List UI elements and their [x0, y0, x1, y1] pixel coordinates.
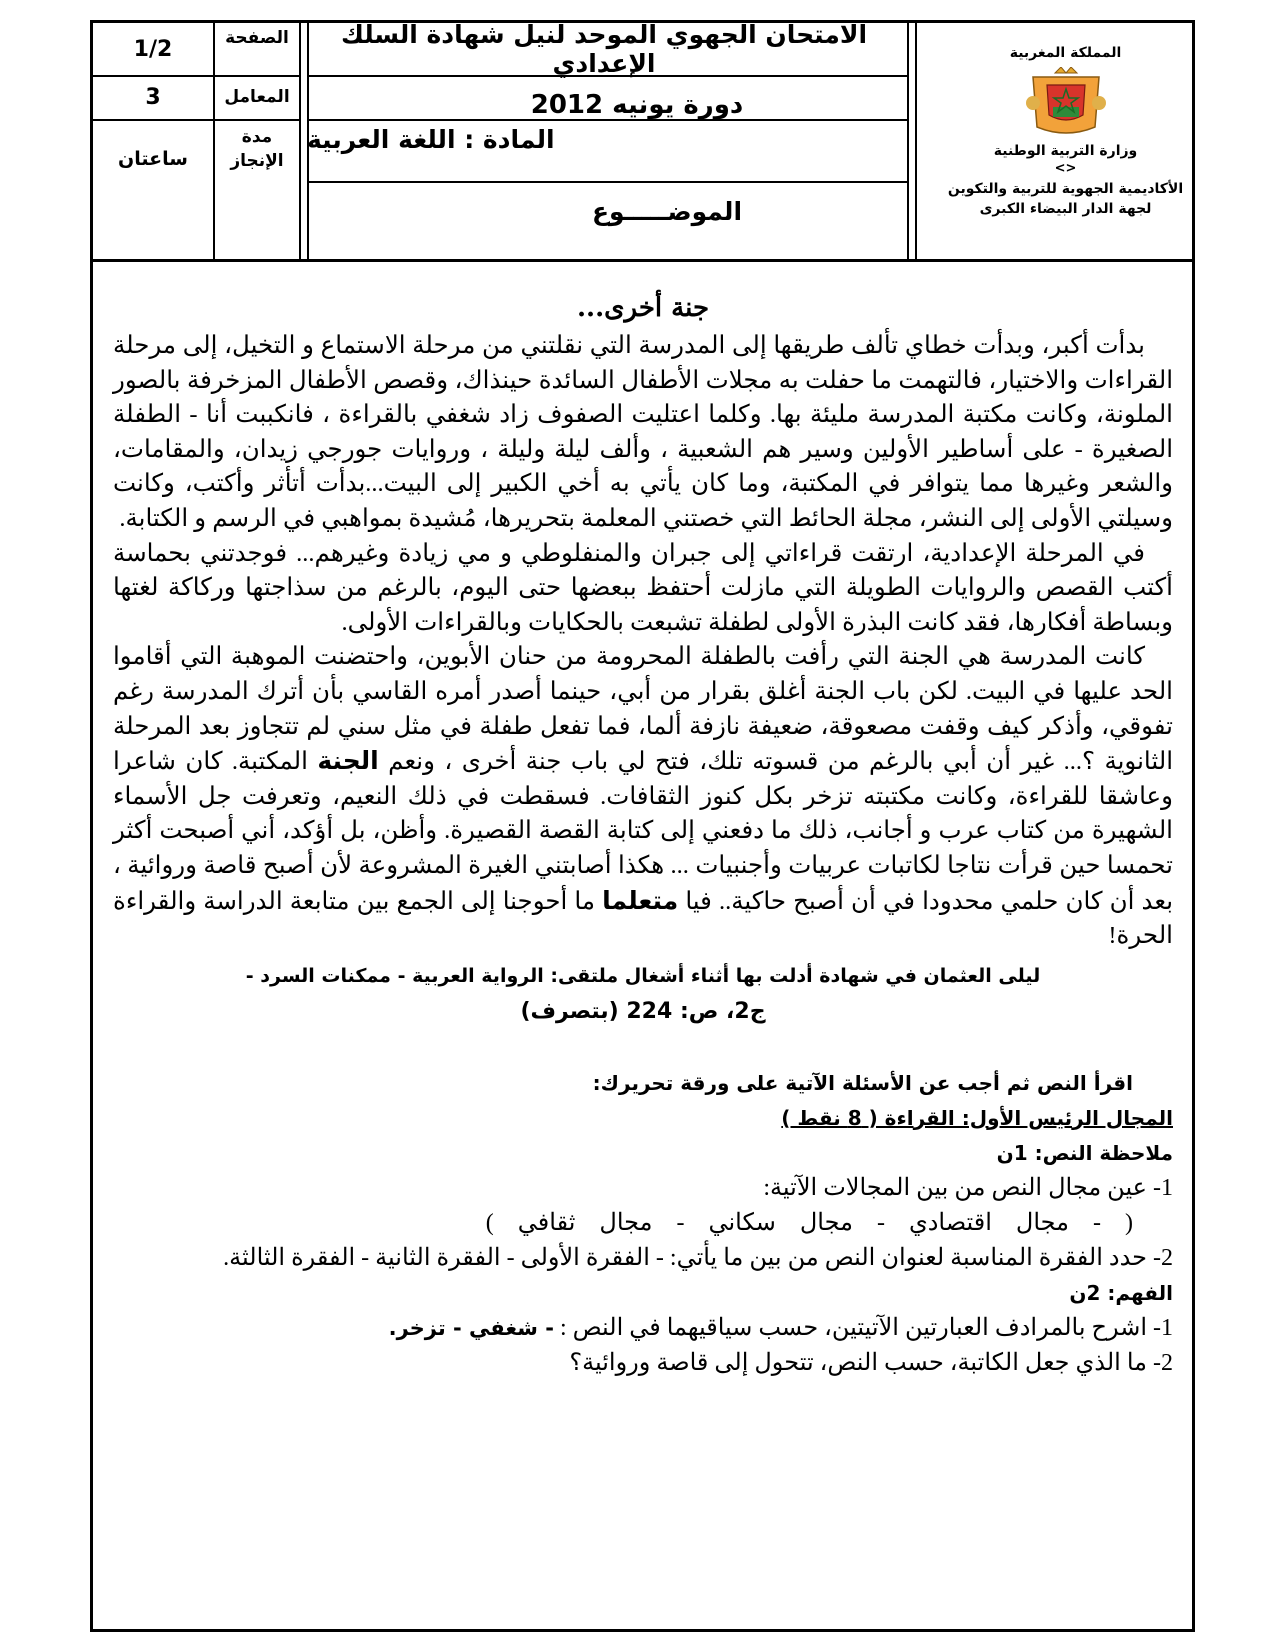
exam-subject: المادة : اللغة العربية — [307, 124, 555, 154]
coefficient-label: المعامل — [224, 87, 290, 107]
question-4: 2- ما الذي جعل الكاتبة، حسب النص، تتحول إلى قاصة وروائية؟ — [569, 1349, 1173, 1376]
coefficient-value: 3 — [145, 84, 161, 110]
question-3 — [113, 1311, 1173, 1346]
exam-body — [113, 293, 1173, 1381]
institution-block — [939, 23, 1192, 259]
header-divider — [299, 23, 301, 259]
header-divider — [907, 23, 909, 259]
header-divider — [213, 23, 215, 259]
question-1-options: ( - مجال اقتصادي - مجال سكاني - مجال ثقافي ) — [485, 1209, 1133, 1236]
divider-mark: <> — [1054, 161, 1077, 176]
exam-topic: الموضـــــوع — [591, 196, 743, 226]
domain-title-text: المجال الرئيس الأول: القراءة ( 8 نقط ) — [781, 1105, 1173, 1130]
region-label: لجهة الدار البيضاء الكبرى — [979, 201, 1152, 217]
royal-emblem-icon — [1025, 67, 1107, 139]
instruction: اقرأ النص ثم أجب عن الأسئلة الآتية على ورقة تحريرك: — [592, 1070, 1133, 1095]
emphasis-learner: متعلما — [602, 885, 679, 915]
question-3-words: - شغفي - تزخر. — [388, 1315, 554, 1340]
page-label: الصفحة — [225, 28, 289, 48]
comprehension-title: الفهم: 2ن — [1069, 1280, 1173, 1305]
paragraph-3-part-3: ما أحوجنا إلى الجمع بين متابعة الدراسة والقراءة الحرة! — [113, 887, 1173, 950]
exam-session: دورة يونيه 2012 — [530, 90, 744, 120]
exam-title: الامتحان الجهوي الموحد لنيل شهادة السلك الإعدادي — [340, 20, 868, 78]
ministry-label: وزارة التربية الوطنية — [993, 143, 1138, 159]
kingdom-label: المملكة المغربية — [1009, 45, 1122, 61]
header-divider — [915, 23, 917, 259]
paragraph-1: بدأت أكبر، وبدأت خطاي تألف طريقها إلى المدرسة التي نقلتني من مرحلة الاستماع و التخيل، إلى مرحلة القراءات والاختيار، فالتهمت ما حفلت به مجلات الأطفال السائدة حينذاك، وقصص الأطفال المزخرفة بالصور الملونة، وكانت مكتبة المدرسة مليئة بها. وكلما اعتليت الصفوف زاد شغفي بالقراءة ، فانكببت أنا - الطفلة الصغيرة - على أساطير الأولين وسير هم الشعبية ، وألف ليلة وليلة ، وروايات جورجي زيدان، والمقامات، والشعر وغيرها مما يتوافر في المكتبة، وما كان يأتي به أخي الكبير إلى البيت...بدأت أتأثر وأكتب، وكانت وسيلتي الأولى إلى النشر، مجلة الحائط التي خصتني المعلمة بتحريرها، مُشيدة بمواهبي في الرسم و الكتابة. — [113, 332, 1173, 532]
academy-label: الأكاديمية الجهوية للتربية والتكوين — [947, 181, 1184, 197]
text-title: جنة أخرى... — [576, 293, 710, 323]
duration-value: ساعتان — [118, 148, 188, 170]
observation-title: ملاحظة النص: 1ن — [996, 1140, 1173, 1165]
domain-title — [113, 1101, 1173, 1136]
paragraph-3-part-2: المكتبة. كان شاعرا وعاشقا للقراءة، وكانت مكتبته تزخر بكل كنوز الثقافات. فسقطت في ذلك النعيم، وتعرفت جل الأسماء الشهيرة من كتاب عرب و أجانب، ذلك ما دفعني إلى كتابة القصة القصيرة. وأظن، بل أؤكد، أني أصبحت أكثر تحمسا حين قرأت نتاجا لكاتبات عربيات وأجنبيات ... هكذا أصابتني الغيرة المشروعة لأن أصبح قاصة وروائية ، بعد أن كان حلمي محدودا في أن أصبح حاكية.. فيا — [113, 748, 1174, 915]
emphasis-jannah: الجنة — [317, 746, 379, 776]
question-1: 1- عين مجال النص من بين المجالات الآتية: — [763, 1174, 1173, 1201]
source-line-2: ج2، ص: 224 (بتصرف) — [520, 998, 766, 1024]
paragraph-3 — [113, 640, 1173, 953]
exam-header — [93, 20, 1192, 262]
question-3-text: 1- اشرح بالمرادف العبارتين الآتيتين، حسب سياقيهما في النص : — [559, 1314, 1173, 1341]
question-2: 2- حدد الفقرة المناسبة لعنوان النص من بين ما يأتي: - الفقرة الأولى - الفقرة الثانية - الفقرة الثالثة. — [223, 1244, 1173, 1271]
page-number: 1/2 — [133, 36, 173, 62]
paragraph-2: في المرحلة الإعدادية، ارتقت قراءاتي إلى جبران والمنفلوطي و مي زيادة وغيرهم... فوجدتني بحماسة أكتب القصص والروايات الطويلة التي مازلت أحتفظ ببعضها حتى اليوم، بالرغم من سذاجتها وركاكة لغتها وبساطة أفكارها، فقد كانت البذرة الأولى لطفلة تشبعت بالحكايات وبالقراءات الأولى. — [113, 539, 1173, 636]
duration-label: مدة الإنجاز — [230, 127, 284, 171]
source-line-1: ليلى العثمان في شهادة أدلت بها أثناء أشغال ملتقى: الرواية العربية - ممكنات السرد - — [245, 964, 1041, 987]
paragraph-3-part-1: كانت المدرسة هي الجنة التي رأفت بالطفلة المحرومة من حنان الأبوين، واحتضنت الموهبة التي أقاموا الحد عليها في البيت. لكن باب الجنة أغلق بقرار من أبي، حينما أصدر أمره القاسي بأن أترك المدرسة رغم تفوقي، وأذكر كيف وقفت مصعوقة، ضعيفة نازفة ألما، فما تفعل طفلة في مثل سني لم تتجاوز بعد المرحلة الثانوية ؟... غير أن أبي بالرغم من قسوته تلك، فتح لي باب جنة أخرى ، ونعم — [113, 643, 1174, 776]
page-frame — [90, 20, 1195, 1632]
